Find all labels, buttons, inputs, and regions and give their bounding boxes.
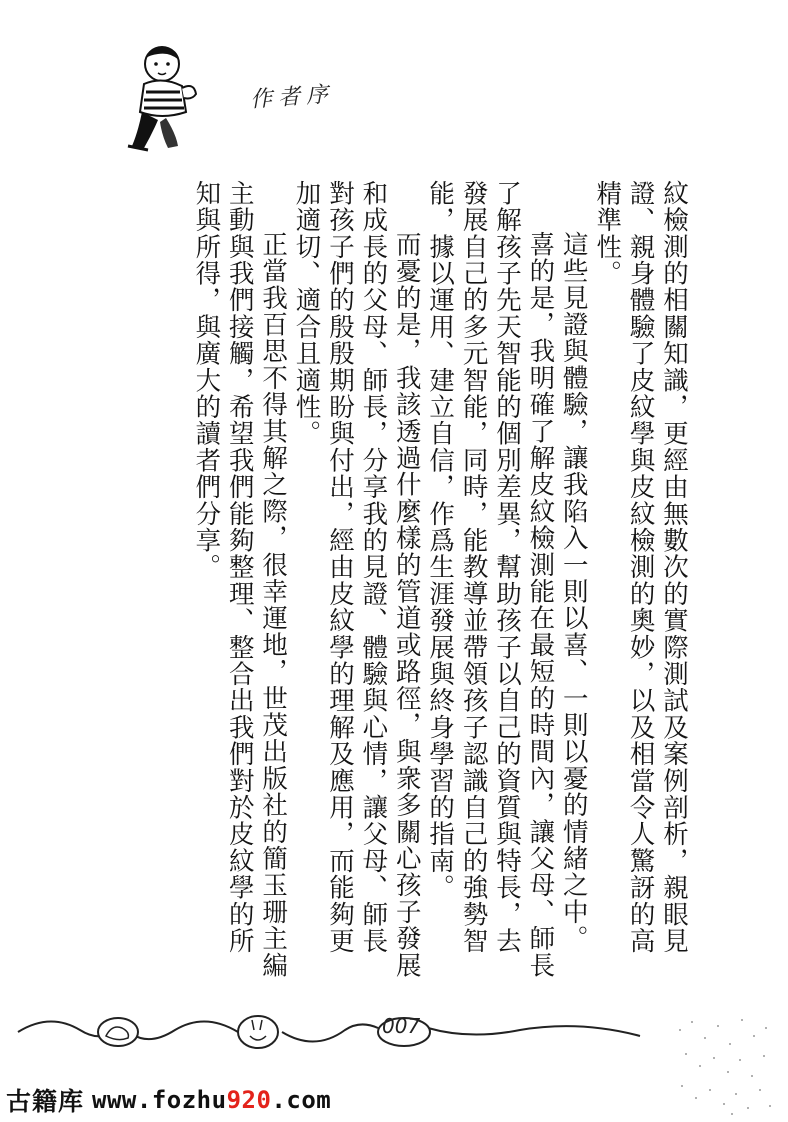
watermark [0,1078,370,1122]
bubble-ornament [98,1018,138,1046]
watermark-url-number: 920 [226,1086,272,1114]
watermark-url-prefix: www.fozhu [92,1086,227,1114]
preface-body [150,180,690,980]
paragraph: 紋檢測的相關知識，更經由無數次的實際測試及案例剖析，親眼見證、親身體驗了皮紋學與皮紋檢測的奧妙，以及相當令人驚訝的高精準性。 [592,180,689,955]
watermark-url [92,1086,331,1114]
paragraph: 這些見證與體驗，讓我陷入一則以喜、一則以憂的情緒之中。 [558,231,589,952]
stipple-texture [670,1010,780,1120]
watermark-site-name: 古籍库 [6,1087,85,1116]
baby-illustration [122,42,202,154]
section-title: 作者序 [249,82,335,113]
page-number: 007 [382,1014,421,1038]
rabbit-ornament [238,1016,278,1048]
paragraph: 正當我百思不得其解之際，很幸運地，世茂出版社的簡玉珊主編主動與我們接觸，希望我們能夠整理、整合出我們對於皮紋學的所知與所得，與廣大的讀者們分享。 [191,180,289,979]
paragraph: 而憂的是，我該透過什麼樣的管道或路徑，與衆多關心孩子發展和成長的父母、師長，分享我的見證、體驗與心情，讓父母、師長對孩子們的殷殷期盼與付出，經由皮紋學的理解及應用，而能夠更加適切、適合且適性。 [291,180,422,979]
paragraph: 喜的是，我明確了解皮紋檢測能在最短的時間內，讓父母、師長了解孩子先天智能的個別差異，幫助孩子以自己的資質與特長，去發展自己的多元智能，同時，能教導並帶領孩子認識自己的強勢智能，據以運用、建立自信，作爲生涯發展與終身學習的指南。 [425,180,556,979]
watermark-url-suffix: .com [271,1086,332,1114]
